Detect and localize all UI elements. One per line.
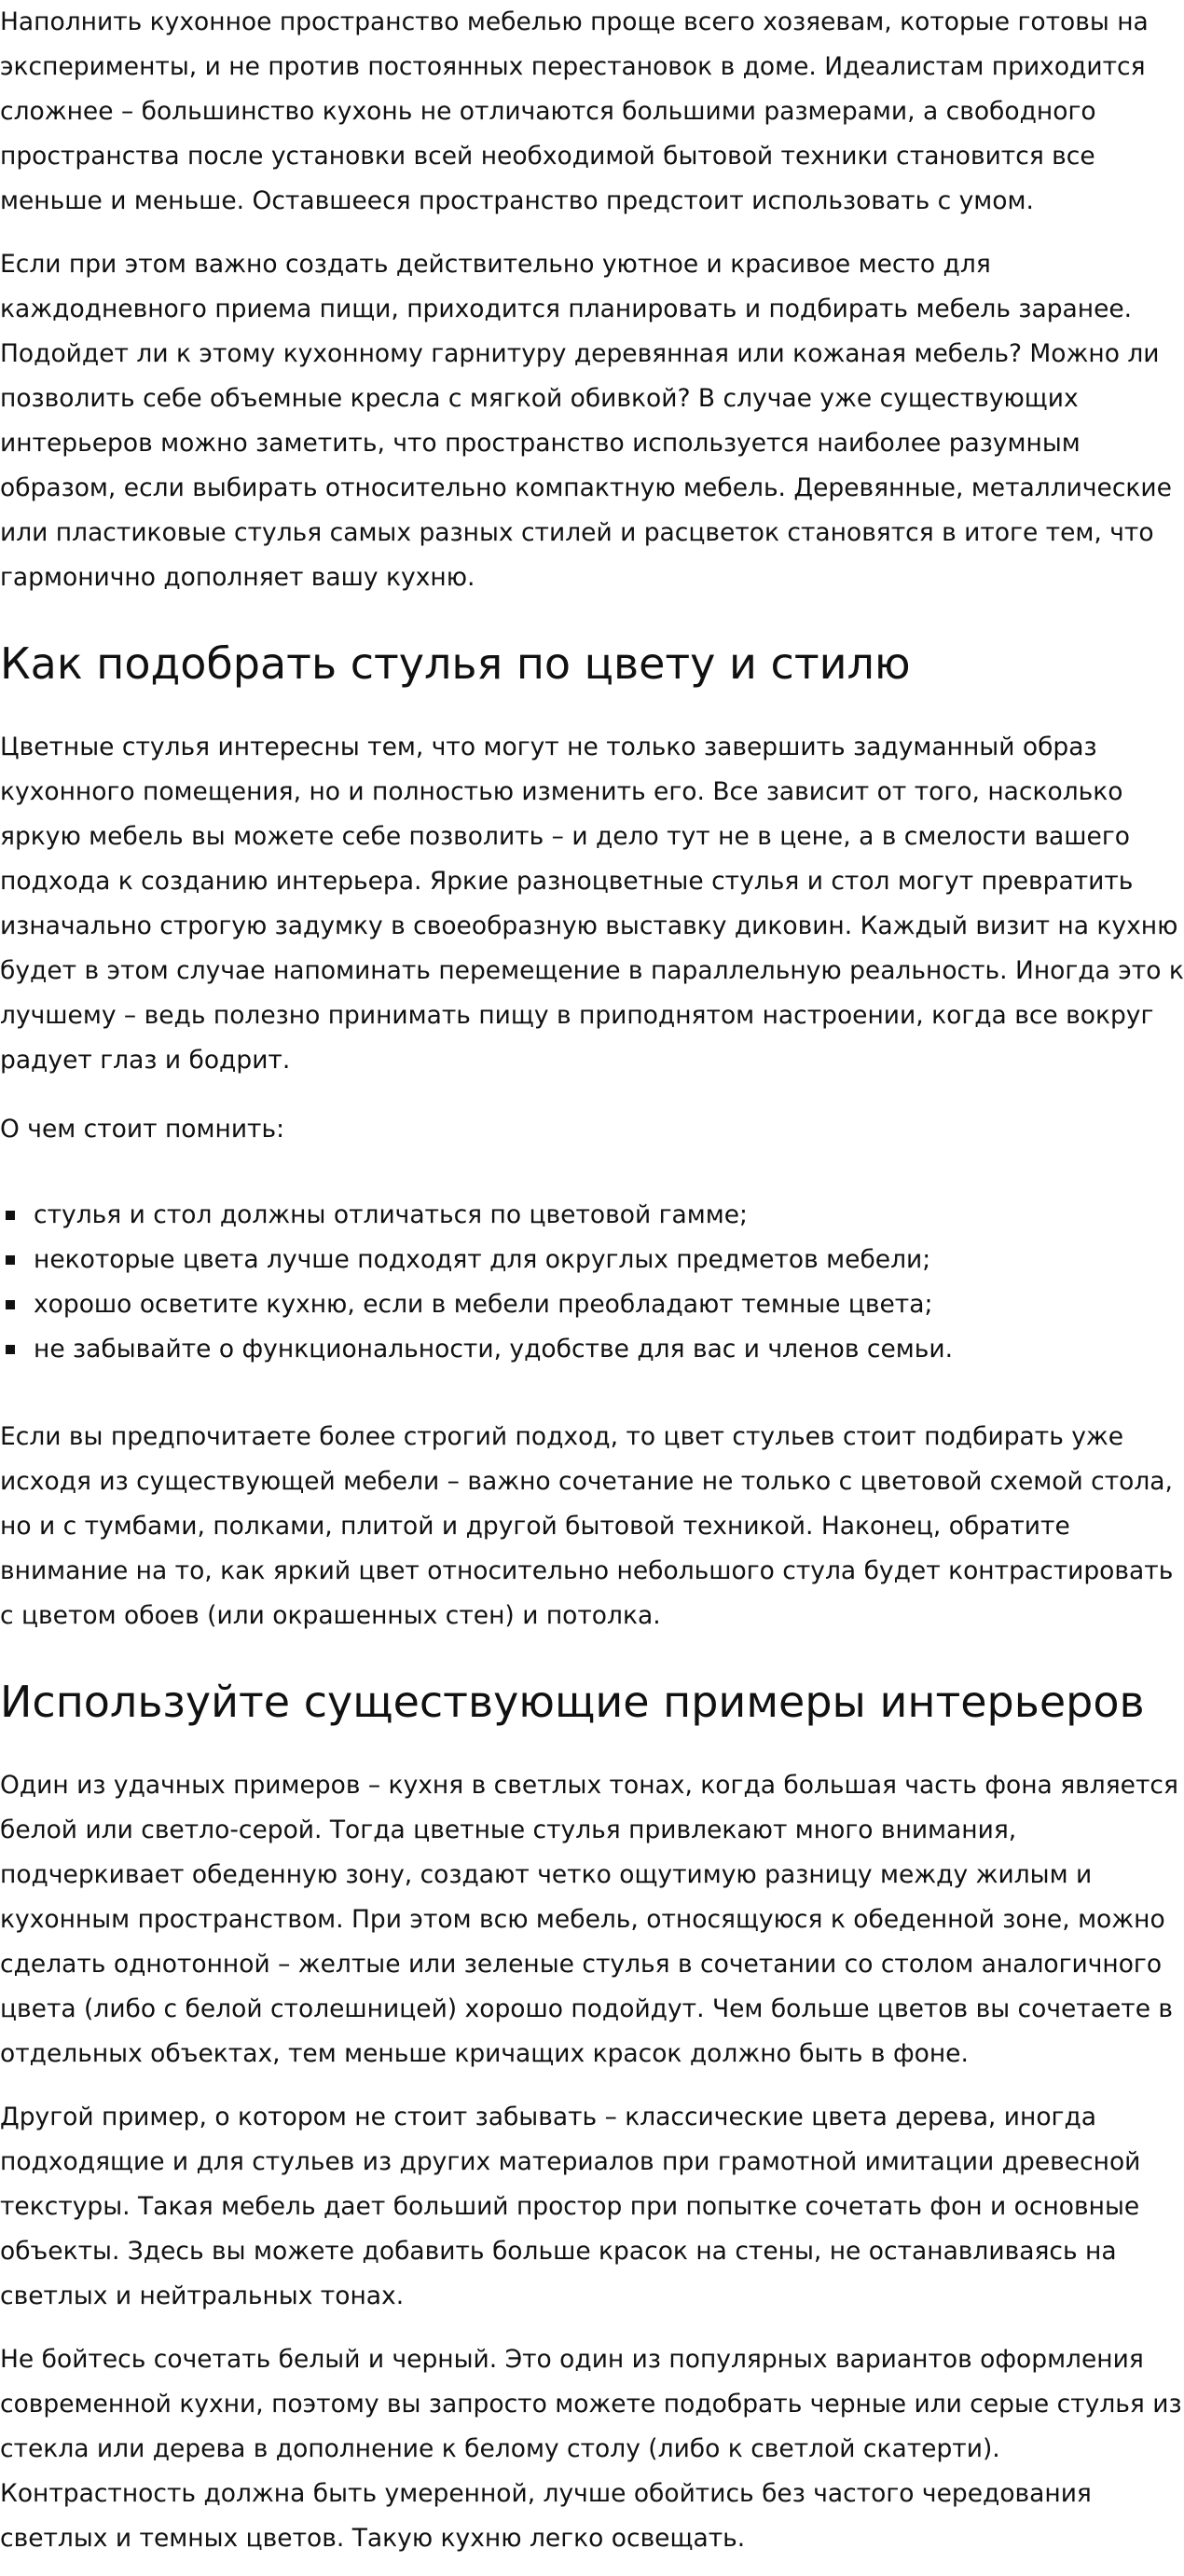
paragraph-strict-approach: Если вы предпочитаете более строгий подход, то цвет стульев стоит подбирать уже исходя из существующей мебели – важно сочетание не только с цветовой схемой стола, но и с тумбами, полками, плитой и другой бытовой техникой. Наконец, обратите внимание на то, как яркий цвет относительно небольшого стула будет контрастировать с цветом обоев (или окрашенных стен) и потолка. <box>0 1422 1174 1630</box>
list-item-text: не забывайте о функциональности, удобстве для вас и членов семьи. <box>34 1335 954 1363</box>
paragraph-light-kitchen: Один из удачных примеров – кухня в светлых тонах, когда большая часть фона является белой или светло-серой. Тогда цветные стулья привлекают много внимания, подчеркивает обеденную зону, создают четко ощутимую разницу между жилым и кухонным пространством. При этом всю мебель, относящуюся к обеденной зоне, можно сделать однотонной – желтые или зеленые стулья в сочетании со столом аналогичного цвета (либо с белой столешницей) хорошо подойдут. Чем больше цветов вы сочетаете в отдельных объектах, тем меньше кричащих красок должно быть в фоне. <box>0 1771 1178 2068</box>
paragraph-wood-colors: Другой пример, о котором не стоит забывать – классические цвета дерева, иногда подходящие и для стульев из других материалов при грамотной имитации древесной текстуры. Такая мебель дает больший простор при попытке сочетать фон и основные объекты. Здесь вы можете добавить больше красок на стены, не останавливаясь на светлых и нейтральных тонах. <box>0 2103 1141 2310</box>
list-item <box>0 1238 1184 1282</box>
section-heading-color-style: Как подобрать стулья по цвету и стилю <box>0 638 911 689</box>
square-bullet-icon <box>6 1255 15 1265</box>
list-item-text: хорошо осветите кухню, если в мебели преобладают темные цвета; <box>34 1290 933 1319</box>
paragraph-remember-intro: О чем стоит помнить: <box>0 1115 285 1144</box>
paragraph-black-white: Не бойтесь сочетать белый и черный. Это один из популярных вариантов оформления современной кухни, поэтому вы запросто можете подобрать черные или серые стулья из стекла или дерева в дополнение к белому столу (либо к светлой скатерти). Контрастность должна быть умеренной, лучше обойтись без частого чередования светлых и темных цветов. Такую кухню легко освещать. <box>0 2345 1182 2553</box>
paragraph-colored-chairs: Цветные стулья интересны тем, что могут не только завершить задуманный образ кухонного помещения, но и полностью изменить его. Все зависит от того, насколько яркую мебель вы можете себе позволить – и дело тут не в цене, а в смелости вашего подхода к созданию интерьера. Яркие разноцветные стулья и стол могут превратить изначально строгую задумку в своеобразную выставку диковин. Каждый визит на кухню будет в этом случае напоминать перемещение в параллельную реальность. Иногда это к лучшему – ведь полезно принимать пищу в приподнятом настроении, когда все вокруг радует глаз и бодрит. <box>0 733 1184 1075</box>
square-bullet-icon <box>6 1345 15 1354</box>
list-item <box>0 1282 1184 1327</box>
list-item <box>0 1327 1184 1372</box>
paragraph-furniture-planning: Если при этом важно создать действительно уютное и красивое место для каждодневного приема пищи, приходится планировать и подбирать мебель заранее. Подойдет ли к этому кухонному гарнитуру деревянная или кожаная мебель? Можно ли позволить себе объемные кресла с мягкой обивкой? В случае уже существующих интерьеров можно заметить, что пространство используется наиболее разумным образом, если выбирать относительно компактную мебель. Деревянные, металлические или пластиковые стулья самых разных стилей и расцветок становятся в итоге тем, что гармонично дополняет вашу кухню. <box>0 250 1172 592</box>
intro-paragraph: Наполнить кухонное пространство мебелью проще всего хозяевам, которые готовы на эксперименты, и не против постоянных перестановок в доме. Идеалистам приходится сложнее – большинство кухонь не отличаются большими размерами, а свободного пространства после установки всей необходимой бытовой техники становится все меньше и меньше. Оставшееся пространство предстоит использовать с умом. <box>0 7 1149 215</box>
square-bullet-icon <box>6 1211 15 1220</box>
tips-list <box>0 1193 1184 1372</box>
list-item <box>0 1193 1184 1238</box>
square-bullet-icon <box>6 1300 15 1309</box>
section-heading-interior-examples: Используйте существующие примеры интерьеров <box>0 1677 1145 1727</box>
list-item-text: некоторые цвета лучше подходят для округлых предметов мебели; <box>34 1245 931 1274</box>
list-item-text: стулья и стол должны отличаться по цветовой гамме; <box>34 1200 748 1229</box>
